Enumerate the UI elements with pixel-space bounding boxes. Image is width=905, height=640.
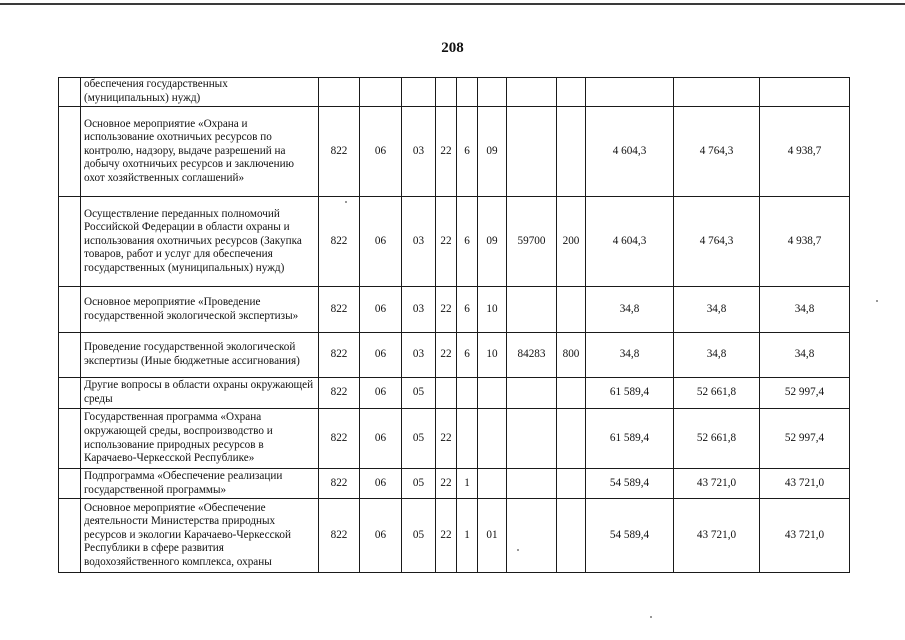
amount-year1-cell: 4 604,3 [586,197,674,287]
amount-year2-cell: 43 721,0 [674,499,760,573]
admin-code-cell: 822 [319,287,360,333]
amount-year1-cell: 54 589,4 [586,499,674,573]
section-code-cell: 06 [360,287,402,333]
subprogram-code-cell [457,78,478,107]
table-row [59,409,850,469]
table-row [59,107,850,197]
row-number-cell [59,409,81,469]
amount-year3-cell: 43 721,0 [760,469,850,499]
section-code-cell: 06 [360,499,402,573]
budget-table [58,77,850,573]
subprogram-code-cell: 1 [457,499,478,573]
expense-name-cell: Основное мероприятие «Проведение государственной экологической экспертизы» [81,287,319,333]
section-code-cell: 06 [360,333,402,378]
table-row [59,287,850,333]
amount-year1-cell: 61 589,4 [586,409,674,469]
subsection-code-cell: 03 [402,197,436,287]
program-code-cell: 22 [436,409,457,469]
scan-speck [876,300,878,302]
expense-type-cell [557,378,586,409]
subprogram-code-cell: 6 [457,287,478,333]
amount-year3-cell: 34,8 [760,333,850,378]
admin-code-cell: 822 [319,409,360,469]
row-number-cell [59,197,81,287]
program-code-cell [436,78,457,107]
event-code-cell [478,469,507,499]
amount-year1-cell: 4 604,3 [586,107,674,197]
row-number-cell [59,469,81,499]
subprogram-code-cell: 6 [457,107,478,197]
amount-year2-cell: 34,8 [674,333,760,378]
expense-name-cell: Государственная программа «Охрана окружающей среды, воспроизводство и использование природных ресурсов в Карачаево-Черкесской Республике» [81,409,319,469]
amount-year3-cell: 4 938,7 [760,107,850,197]
admin-code-cell: 822 [319,378,360,409]
row-number-cell [59,378,81,409]
event-code-cell: 10 [478,287,507,333]
event-code-cell: 09 [478,197,507,287]
event-code-cell [478,78,507,107]
section-code-cell: 06 [360,107,402,197]
subsection-code-cell: 05 [402,378,436,409]
expense-type-cell: 200 [557,197,586,287]
program-code-cell: 22 [436,107,457,197]
direction-code-cell [507,287,557,333]
admin-code-cell: 822 [319,197,360,287]
amount-year3-cell: 34,8 [760,287,850,333]
amount-year2-cell: 52 661,8 [674,378,760,409]
subprogram-code-cell [457,409,478,469]
row-number-cell [59,499,81,573]
subsection-code-cell: 03 [402,333,436,378]
admin-code-cell: 822 [319,333,360,378]
amount-year1-cell: 34,8 [586,287,674,333]
subsection-code-cell: 05 [402,409,436,469]
table-row [59,499,850,573]
section-code-cell: 06 [360,197,402,287]
event-code-cell: 10 [478,333,507,378]
program-code-cell: 22 [436,333,457,378]
expense-type-cell: 800 [557,333,586,378]
event-code-cell: 01 [478,499,507,573]
expense-name-cell: обеспечения государственных (муниципальных) нужд) [81,78,319,107]
scan-top-border [0,3,905,5]
row-number-cell [59,107,81,197]
direction-code-cell [507,378,557,409]
direction-code-cell: 59700 [507,197,557,287]
direction-code-cell [507,78,557,107]
expense-name-cell: Основное мероприятие «Обеспечение деятельности Министерства природных ресурсов и экологии Карачаево-Черкесской Республики в сфере развития водохозяйственного комплекса, охраны [81,499,319,573]
direction-code-cell: 84283 [507,333,557,378]
admin-code-cell: 822 [319,107,360,197]
section-code-cell [360,78,402,107]
amount-year2-cell: 34,8 [674,287,760,333]
expense-name-cell: Основное мероприятие «Охрана и использование охотничьих ресурсов по контролю, надзору, выдаче разрешений на добычу охотничьих ресурсов и заключению охот хозяйственных соглашений» [81,107,319,197]
amount-year3-cell: 52 997,4 [760,378,850,409]
expense-name-cell: Осуществление переданных полномочий Российской Федерации в области охраны и использования охотничьих ресурсов (Закупка товаров, работ и услуг для обеспечения государственных (муниципальных) нужд) [81,197,319,287]
table-row [59,333,850,378]
subsection-code-cell: 03 [402,287,436,333]
amount-year1-cell: 34,8 [586,333,674,378]
page-number: 208 [441,40,464,56]
direction-code-cell [507,499,557,573]
program-code-cell: 22 [436,197,457,287]
event-code-cell [478,378,507,409]
amount-year2-cell: 52 661,8 [674,409,760,469]
amount-year3-cell: 43 721,0 [760,499,850,573]
subprogram-code-cell: 6 [457,197,478,287]
table-body [59,78,850,573]
amount-year1-cell: 54 589,4 [586,469,674,499]
table-row [59,78,850,107]
event-code-cell [478,409,507,469]
amount-year1-cell: 61 589,4 [586,378,674,409]
expense-type-cell [557,409,586,469]
expense-name-cell: Проведение государственной экологической экспертизы (Иные бюджетные ассигнования) [81,333,319,378]
admin-code-cell: 822 [319,469,360,499]
row-number-cell [59,287,81,333]
subprogram-code-cell: 1 [457,469,478,499]
program-code-cell [436,378,457,409]
amount-year1-cell [586,78,674,107]
scan-speck [517,549,519,551]
amount-year2-cell: 43 721,0 [674,469,760,499]
section-code-cell: 06 [360,378,402,409]
expense-type-cell [557,499,586,573]
table-row [59,378,850,409]
admin-code-cell [319,78,360,107]
section-code-cell: 06 [360,469,402,499]
expense-type-cell [557,469,586,499]
expense-name-cell: Другие вопросы в области охраны окружающей среды [81,378,319,409]
subprogram-code-cell [457,378,478,409]
table-row [59,197,850,287]
section-code-cell: 06 [360,409,402,469]
row-number-cell [59,78,81,107]
scan-speck [345,201,347,203]
expense-type-cell [557,107,586,197]
row-number-cell [59,333,81,378]
subsection-code-cell: 05 [402,469,436,499]
admin-code-cell: 822 [319,499,360,573]
program-code-cell: 22 [436,499,457,573]
expense-type-cell [557,287,586,333]
amount-year2-cell: 4 764,3 [674,197,760,287]
program-code-cell: 22 [436,287,457,333]
direction-code-cell [507,409,557,469]
program-code-cell: 22 [436,469,457,499]
subsection-code-cell: 03 [402,107,436,197]
expense-type-cell [557,78,586,107]
scan-speck [650,616,652,618]
direction-code-cell [507,469,557,499]
subsection-code-cell: 05 [402,499,436,573]
expense-name-cell: Подпрограмма «Обеспечение реализации государственной программы» [81,469,319,499]
amount-year2-cell [674,78,760,107]
direction-code-cell [507,107,557,197]
event-code-cell: 09 [478,107,507,197]
amount-year2-cell: 4 764,3 [674,107,760,197]
amount-year3-cell: 4 938,7 [760,197,850,287]
subsection-code-cell [402,78,436,107]
table-row [59,469,850,499]
subprogram-code-cell: 6 [457,333,478,378]
amount-year3-cell: 52 997,4 [760,409,850,469]
amount-year3-cell [760,78,850,107]
